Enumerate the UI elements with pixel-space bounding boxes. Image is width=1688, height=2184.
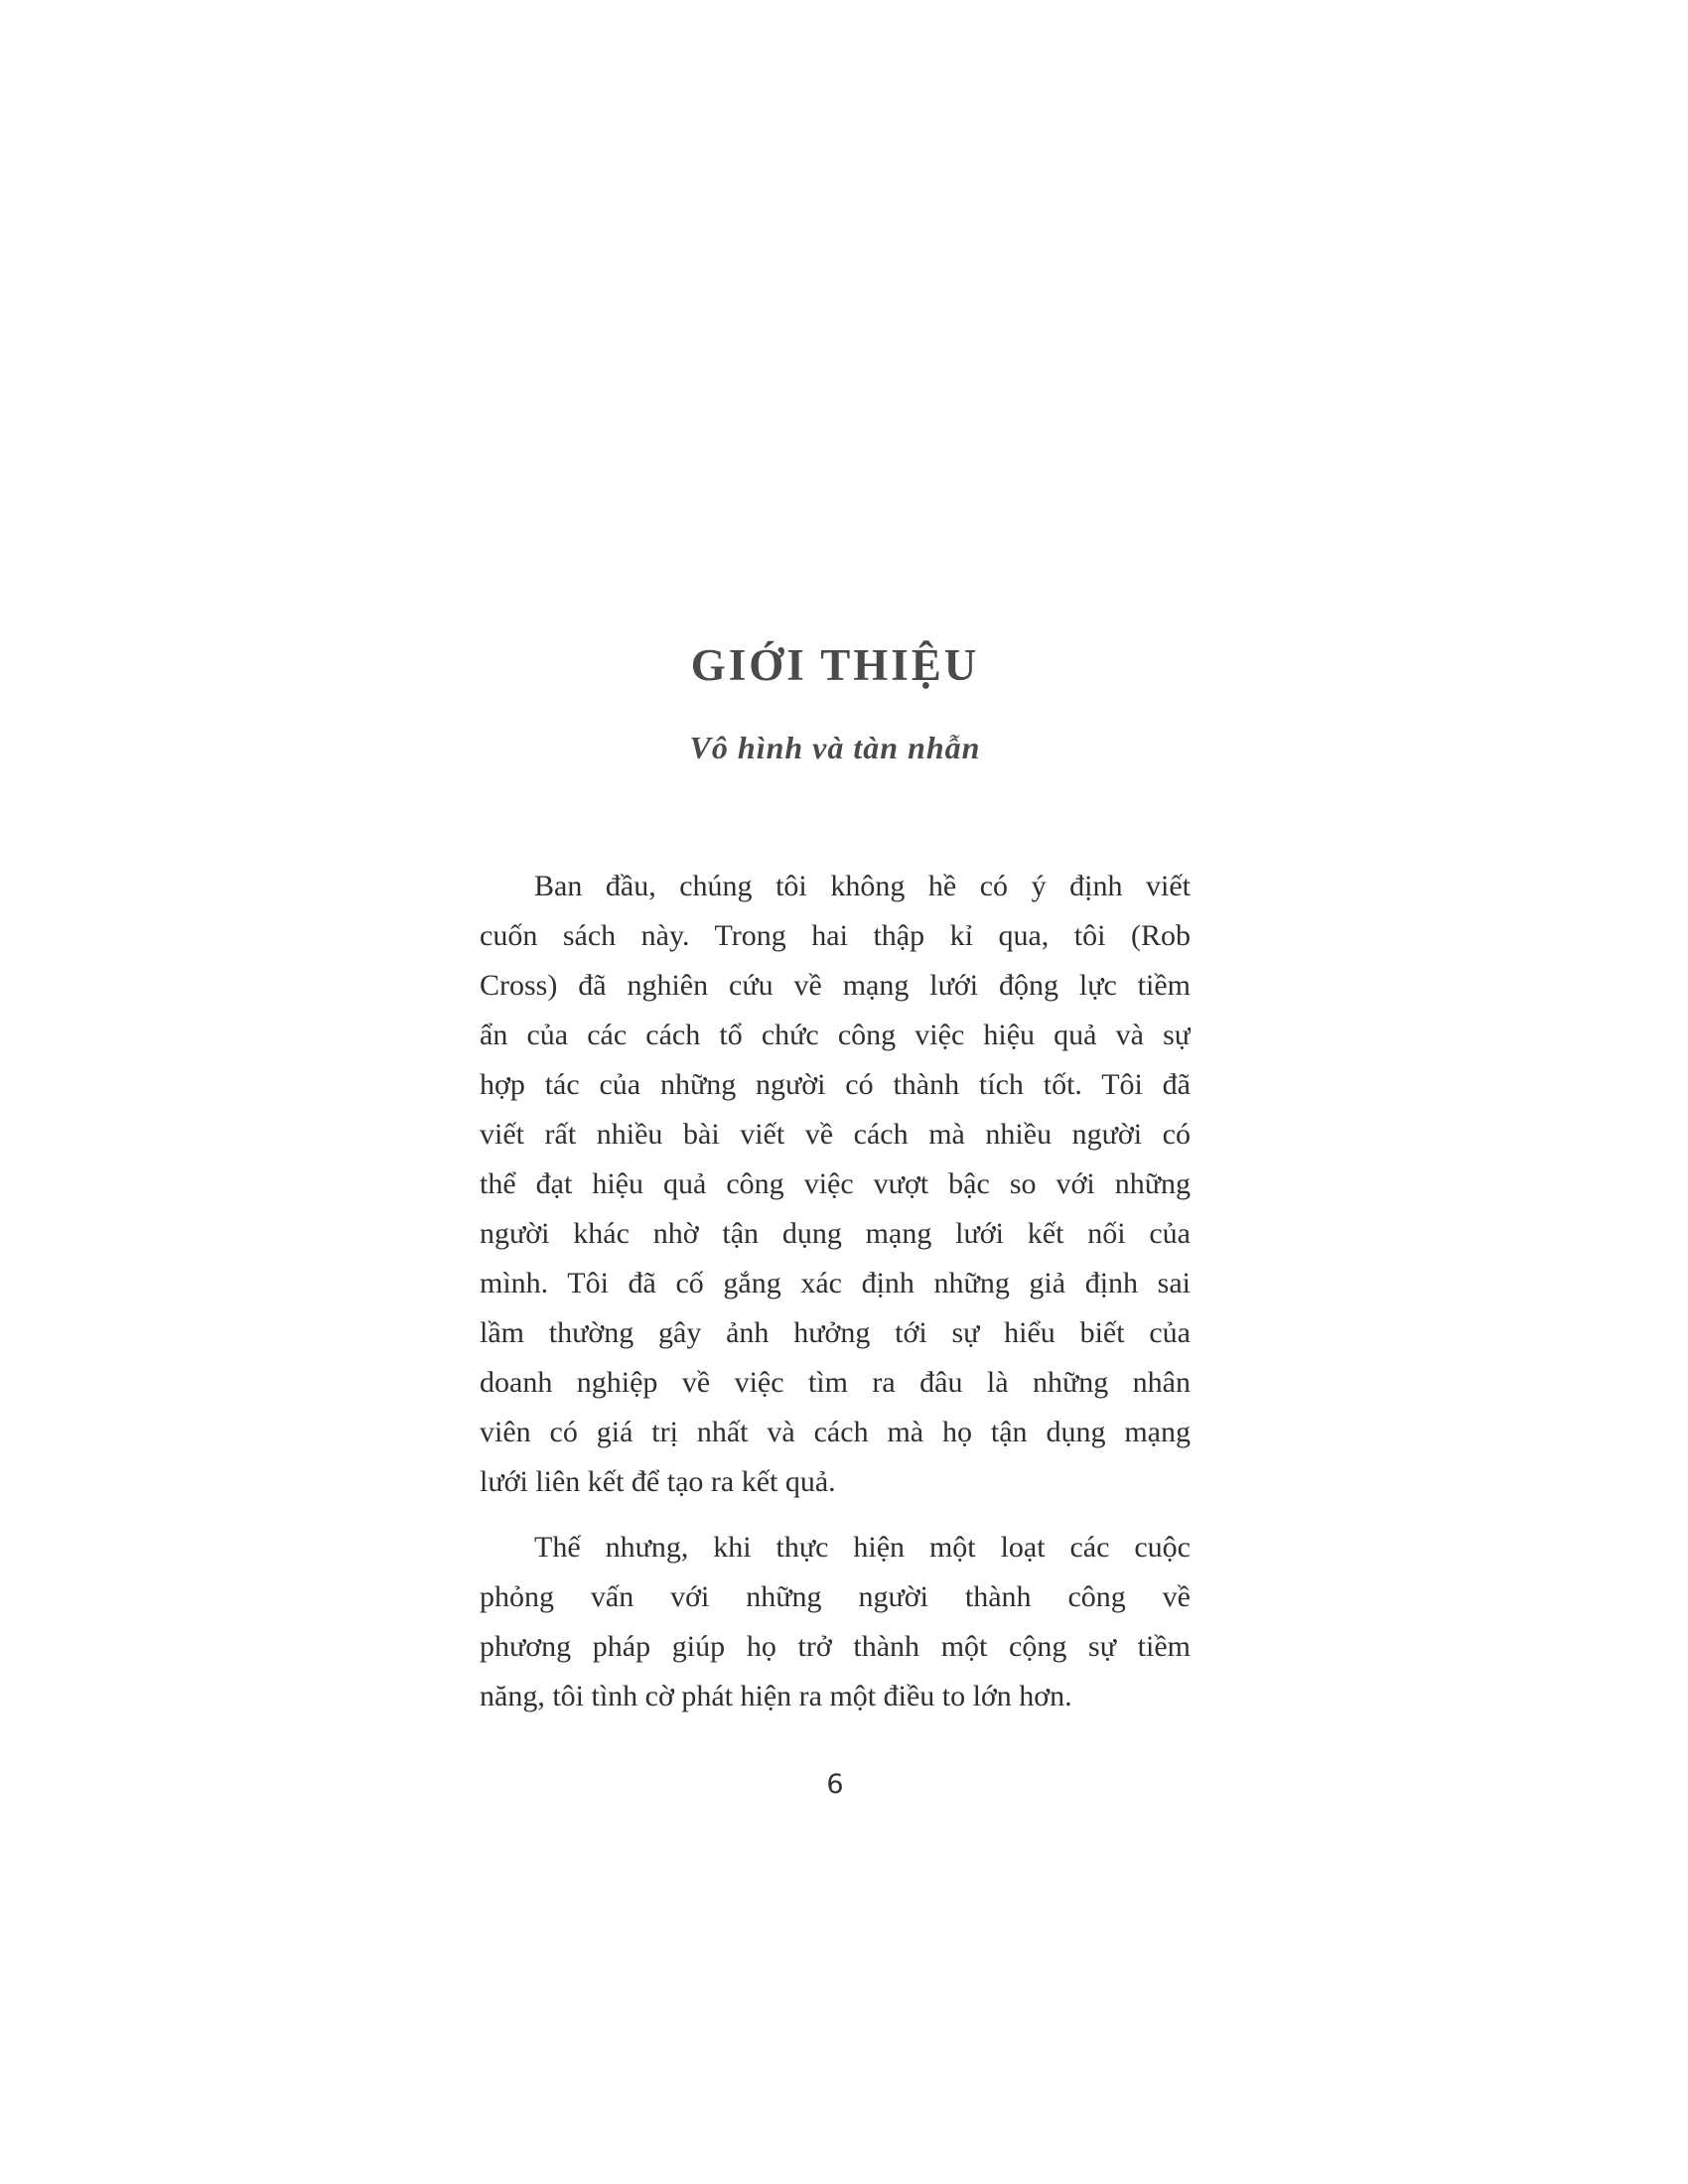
body-line: doanh nghiệp về việc tìm ra đâu là những nhân [480,1365,1191,1399]
chapter-subtitle: Vô hình và tàn nhẫn [689,729,981,765]
body-line: phỏng vấn với những người thành công về [480,1579,1191,1613]
body-line: cuốn sách này. Trong hai thập kỉ qua, tôi (Rob [480,918,1191,952]
body-line: phương pháp giúp họ trở thành một cộng sự tiềm [480,1629,1191,1663]
body-line: lầm thường gây ảnh hưởng tới sự hiểu biết của [480,1315,1191,1349]
paragraph [480,1523,1191,1721]
body-text [480,862,1191,1721]
paragraph [480,862,1191,1507]
body-line: hợp tác của những người có thành tích tốt. Tôi đã [480,1067,1191,1101]
body-line: lưới liên kết để tạo ra kết quả. [480,1464,836,1498]
body-line: viết rất nhiều bài viết về cách mà nhiều người có [480,1117,1191,1151]
body-line: mình. Tôi đã cố gắng xác định những giả định sai [480,1266,1191,1299]
chapter-title: GIỚI THIỆU [690,640,980,690]
body-line: Thế nhưng, khi thực hiện một loạt các cuộc [534,1530,1191,1564]
body-line: người khác nhờ tận dụng mạng lưới kết nối của [480,1216,1191,1250]
body-line: viên có giá trị nhất và cách mà họ tận dụng mạng [480,1415,1191,1448]
body-line: ẩn của các cách tổ chức công việc hiệu quả và sự [480,1018,1191,1051]
body-line: Ban đầu, chúng tôi không hề có ý định viết [534,869,1191,902]
page-number: 6 [826,1769,844,1800]
body-line: Cross) đã nghiên cứu về mạng lưới động lực tiềm [480,968,1191,1002]
page-content [480,640,1191,1737]
body-line: thể đạt hiệu quả công việc vượt bậc so với những [480,1166,1191,1200]
body-line: năng, tôi tình cờ phát hiện ra một điều to lớn hơn. [480,1679,1072,1712]
